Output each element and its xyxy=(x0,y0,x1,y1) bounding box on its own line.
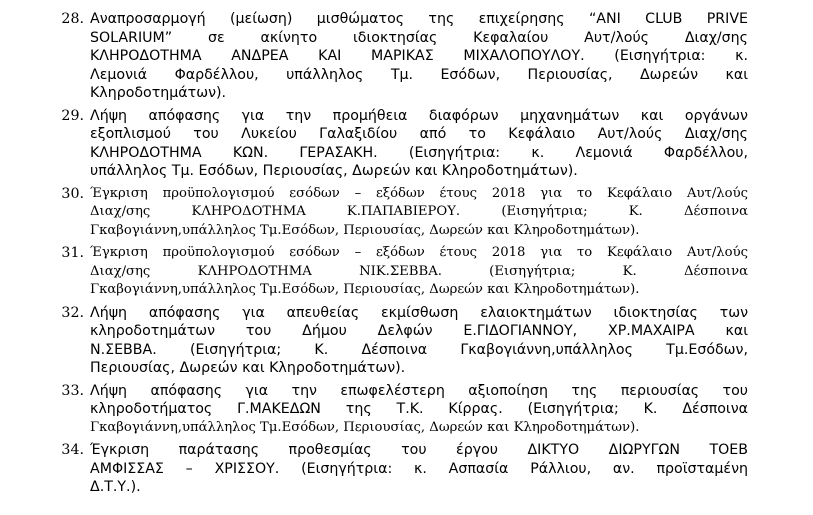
item-line: Έγκριση προϋπολογισμού εσόδων – εξόδων έτους 2018 για το Κεφάλαιο Αυτ/λούς xyxy=(90,245,748,260)
item-line: ΑΜΦΙΣΣΑΣ – ΧΡΙΣΣΟΥ. (Εισηγήτρια: κ. Ασπασία Ράλλιου, αν. προϊσταμένη xyxy=(90,460,748,477)
item-text xyxy=(90,244,748,300)
item-text xyxy=(90,10,748,103)
agenda-item-33 xyxy=(30,382,748,438)
item-line: Λήψη απόφασης για την προμήθεια διαφόρων μηχανημάτων και οργάνων xyxy=(90,107,748,124)
item-line: Διαχ/σης ΚΛΗΡΟΔΟΤΗΜΑ ΝΙΚ.ΣΕΒΒΑ. (Εισηγήτρια; Κ. Δέσποινα xyxy=(90,263,748,279)
item-number: 29. xyxy=(61,107,84,124)
agenda-item-34 xyxy=(30,441,748,497)
item-number: 30. xyxy=(61,185,84,202)
item-line: Γκαβογιάννη,υπάλληλος Τμ.Εσόδων, Περιουσίας, Δωρεών και Κληροδοτημάτων). xyxy=(90,419,640,435)
item-line: Αναπροσαρμογή (μείωση) μισθώματος της επιχείρησης “ANI CLUB PRIVE xyxy=(90,11,748,27)
item-line: Γκαβογιάννη,υπάλληλος Τμ.Εσόδων, Περιουσίας, Δωρεών και Κληροδοτημάτων). xyxy=(90,222,640,238)
item-text xyxy=(90,185,748,241)
agenda-item-32 xyxy=(30,304,748,378)
item-number: 31. xyxy=(61,245,84,261)
item-number: 28. xyxy=(61,11,84,27)
item-line: Δ.Τ.Υ.). xyxy=(90,479,141,495)
item-line: Ν.ΣΕΒΒΑ. (Εισηγήτρια; Κ. Δέσποινα Γκαβογιάννη,υπάλληλος Τμ.Εσόδων, xyxy=(90,341,748,358)
item-text xyxy=(90,304,748,378)
item-line: Λήψη απόφασης για την επωφελέστερη αξιοποίηση της περιουσίας του xyxy=(90,382,748,399)
agenda-list xyxy=(30,10,748,501)
agenda-item-29 xyxy=(30,107,748,181)
item-text xyxy=(90,107,748,181)
item-line: Λήψη απόφασης για απευθείας εκμίσθωση ελαιοκτημάτων ιδιοκτησίας των xyxy=(90,304,748,321)
item-line: Γκαβογιάννη,υπάλληλος Τμ.Εσόδων, Περιουσίας, Δωρεών και Κληροδοτημάτων). xyxy=(90,282,640,297)
agenda-item-30 xyxy=(30,185,748,241)
item-text xyxy=(90,441,748,497)
item-line: κληροδοτημάτων του Δήμου Δελφών Ε.ΓΙΔΟΓΙΑΝΝΟΥ, ΧΡ.ΜΑΧΑΙΡΑ και xyxy=(90,323,748,339)
item-line: Περιουσίας, Δωρεών και Κληροδοτημάτων). xyxy=(90,360,406,376)
item-line: Έγκριση προϋπολογισμού εσόδων – εξόδων έτους 2018 για το Κεφάλαιο Αυτ/λούς xyxy=(90,185,748,201)
item-line: ΚΛΗΡΟΔΟΤΗΜΑ ΑΝΔΡΕΑ ΚΑΙ ΜΑΡΙΚΑΣ ΜΙΧΑΛΟΠΟΥΛΟΥ. (Εισηγήτρια: κ. xyxy=(90,48,748,64)
item-line: Έγκριση παράτασης προθεσμίας του έργου ΔΙΚΤΥΟ ΔΙΩΡΥΓΩΝ ΤΟΕΒ xyxy=(90,442,748,458)
item-number: 32. xyxy=(61,304,84,321)
item-line: Κληροδοτημάτων). xyxy=(90,85,227,101)
item-number: 34. xyxy=(61,442,84,458)
item-line: Λεμονιά Φαρδέλλου, υπάλληλος Τμ. Εσόδων, Περιουσίας, Δωρεών και xyxy=(90,66,748,83)
agenda-item-28 xyxy=(30,10,748,103)
item-line: ΚΛΗΡΟΔΟΤΗΜΑ ΚΩΝ. ΓΕΡΑΣΑΚΗ. (Εισηγήτρια: κ. Λεμονιά Φαρδέλλου, xyxy=(90,144,748,161)
item-line: εξοπλισμού του Λυκείου Γαλαξιδίου από το Κεφάλαιο Αυτ/λούς Διαχ/σης xyxy=(90,126,748,142)
item-line: κληροδοτήματος Γ.ΜΑΚΕΔΩΝ της Τ.Κ. Κίρρας. (Εισηγήτρια; Κ. Δέσποινα xyxy=(90,401,748,417)
item-line: υπάλληλος Τμ. Εσόδων, Περιουσίας, Δωρεών και Κληροδοτημάτων). xyxy=(90,163,578,179)
item-line: Διαχ/σης ΚΛΗΡΟΔΟΤΗΜΑ Κ.ΠΑΠΑΒΙΕΡΟΥ. (Εισηγήτρια; Κ. Δέσποινα xyxy=(90,204,748,219)
item-line: SOLARIUM” σε ακίνητο ιδιοκτησίας Κεφαλαίου Αυτ/λούς Διαχ/σης xyxy=(90,29,748,46)
agenda-item-31 xyxy=(30,244,748,300)
item-text xyxy=(90,382,748,438)
item-number: 33. xyxy=(61,382,84,399)
